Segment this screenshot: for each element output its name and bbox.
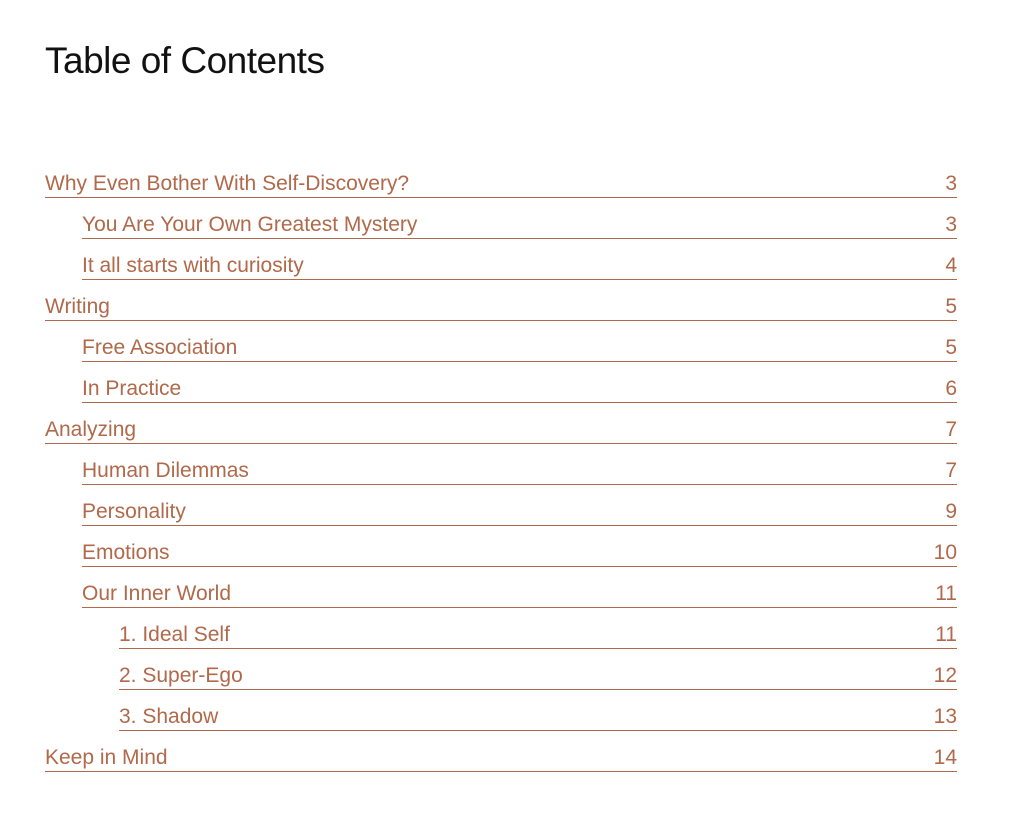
toc-entry-page-number: 10 bbox=[933, 541, 957, 564]
toc-entry-page-number: 12 bbox=[933, 664, 957, 687]
toc-entry-page-number: 5 bbox=[945, 336, 957, 359]
document-page bbox=[45, 0, 957, 818]
toc-entry-label: Keep in Mind bbox=[45, 746, 168, 769]
toc-list bbox=[45, 157, 957, 772]
toc-entry-label: Writing bbox=[45, 295, 110, 318]
toc-entry-label: 3. Shadow bbox=[119, 705, 219, 728]
toc-entry-label: Free Association bbox=[82, 336, 238, 359]
toc-entry-page-number: 9 bbox=[945, 500, 957, 523]
toc-entry-page-number: 11 bbox=[935, 623, 957, 646]
toc-entry-label: It all starts with curiosity bbox=[82, 254, 304, 277]
toc-entry-greatest-mystery[interactable] bbox=[82, 198, 957, 239]
toc-entry-emotions[interactable] bbox=[82, 526, 957, 567]
toc-entry-shadow[interactable] bbox=[119, 690, 957, 731]
toc-entry-free-association[interactable] bbox=[82, 321, 957, 362]
toc-entry-analyzing[interactable] bbox=[45, 403, 957, 444]
toc-entry-in-practice[interactable] bbox=[82, 362, 957, 403]
toc-entry-label: Our Inner World bbox=[82, 582, 231, 605]
toc-entry-page-number: 11 bbox=[935, 582, 957, 605]
toc-entry-page-number: 3 bbox=[945, 172, 957, 195]
toc-entry-label: Human Dilemmas bbox=[82, 459, 249, 482]
toc-entry-page-number: 5 bbox=[945, 295, 957, 318]
page-title: Table of Contents bbox=[45, 40, 325, 81]
toc-entry-page-number: 7 bbox=[945, 418, 957, 441]
toc-entry-page-number: 7 bbox=[945, 459, 957, 482]
toc-entry-personality[interactable] bbox=[82, 485, 957, 526]
toc-entry-label: Why Even Bother With Self-Discovery? bbox=[45, 172, 410, 195]
toc-entry-page-number: 14 bbox=[933, 746, 957, 769]
toc-entry-curiosity[interactable] bbox=[82, 239, 957, 280]
toc-entry-page-number: 13 bbox=[933, 705, 957, 728]
toc-entry-page-number: 3 bbox=[945, 213, 957, 236]
toc-entry-page-number: 6 bbox=[945, 377, 957, 400]
toc-entry-label: Personality bbox=[82, 500, 186, 523]
toc-entry-label: 1. Ideal Self bbox=[119, 623, 230, 646]
toc-entry-label: Emotions bbox=[82, 541, 170, 564]
toc-entry-keep-in-mind[interactable] bbox=[45, 731, 957, 772]
toc-entry-super-ego[interactable] bbox=[119, 649, 957, 690]
toc-entry-writing[interactable] bbox=[45, 280, 957, 321]
toc-entry-inner-world[interactable] bbox=[82, 567, 957, 608]
toc-entry-ideal-self[interactable] bbox=[119, 608, 957, 649]
toc-entry-label: 2. Super-Ego bbox=[119, 664, 243, 687]
toc-entry-why-bother[interactable] bbox=[45, 157, 957, 198]
toc-entry-human-dilemmas[interactable] bbox=[82, 444, 957, 485]
toc-entry-page-number: 4 bbox=[945, 254, 957, 277]
toc-entry-label: In Practice bbox=[82, 377, 182, 400]
toc-entry-label: You Are Your Own Greatest Mystery bbox=[82, 213, 418, 236]
toc-entry-label: Analyzing bbox=[45, 418, 137, 441]
